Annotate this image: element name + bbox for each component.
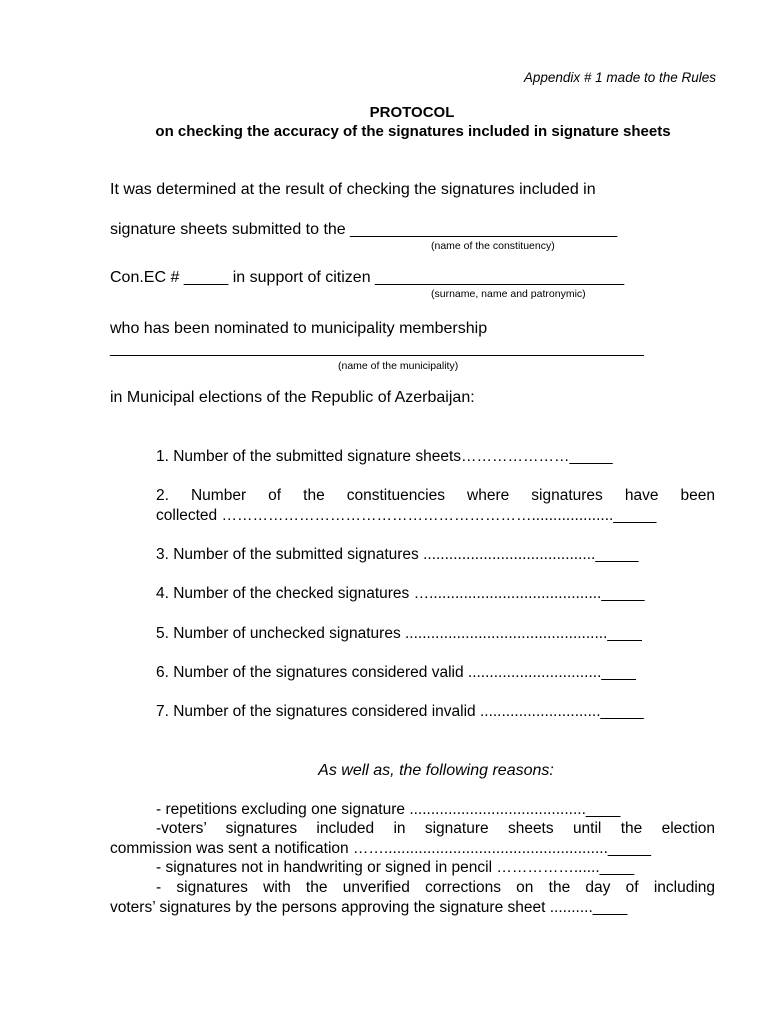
item-checked-signatures: 4. Number of the checked signatures …........................................_____: [156, 585, 645, 602]
reason-handwriting: - signatures not in handwriting or signed in pencil ……………......____: [156, 859, 635, 876]
caption-citizen: (surname, name and patronymic): [431, 288, 586, 300]
reason-notification-line-2: commission was sent a notification ……...................................................._____: [110, 840, 651, 857]
reason-corrections-line-2: voters’ signatures by the persons approving the signature sheet ..........____: [110, 899, 628, 916]
item-valid-signatures: 6. Number of the signatures considered valid ...............................____: [156, 664, 636, 681]
intro-line-1: It was determined at the result of checking the signatures included in: [110, 181, 596, 198]
item-invalid-signatures: 7. Number of the signatures considered invalid ............................_____: [156, 703, 644, 720]
document-title: PROTOCOL: [369, 104, 455, 121]
reason-repetitions: - repetitions excluding one signature .........................................____: [156, 801, 621, 818]
item-unchecked-signatures: 5. Number of unchecked signatures ...............................................____: [156, 625, 642, 642]
appendix-label: Appendix # 1 made to the Rules: [523, 70, 716, 85]
intro-line-2: signature sheets submitted to the ______________________________: [110, 221, 618, 238]
reason-notification-line-1: -voters’ signatures included in signature sheets until the election: [156, 820, 715, 837]
intro-line-4: who has been nominated to municipality membership: [110, 320, 488, 337]
item-submitted-signatures: 3. Number of the submitted signatures ........................................_____: [156, 546, 639, 563]
item-submitted-sheets: 1. Number of the submitted signature sheets…………………_____: [156, 448, 613, 465]
reason-corrections-line-1: - signatures with the unverified corrections on the day of including: [156, 879, 715, 896]
document-subtitle: on checking the accuracy of the signatures included in signature sheets: [155, 123, 671, 140]
caption-constituency: (name of the constituency): [431, 240, 555, 252]
intro-line-3: Con.EC # _____ in support of citizen ____________________________: [110, 269, 625, 286]
intro-line-6: in Municipal elections of the Republic of Azerbaijan:: [110, 389, 475, 406]
reasons-heading: As well as, the following reasons:: [318, 762, 554, 779]
intro-line-5: ____________________________________________________________: [110, 340, 644, 357]
caption-municipality: (name of the municipality): [338, 360, 459, 372]
item-constituencies-line-1: 2. Number of the constituencies where signatures have been: [156, 487, 715, 504]
item-constituencies-line-2: collected ……………………………………………………..................._____: [156, 507, 657, 524]
